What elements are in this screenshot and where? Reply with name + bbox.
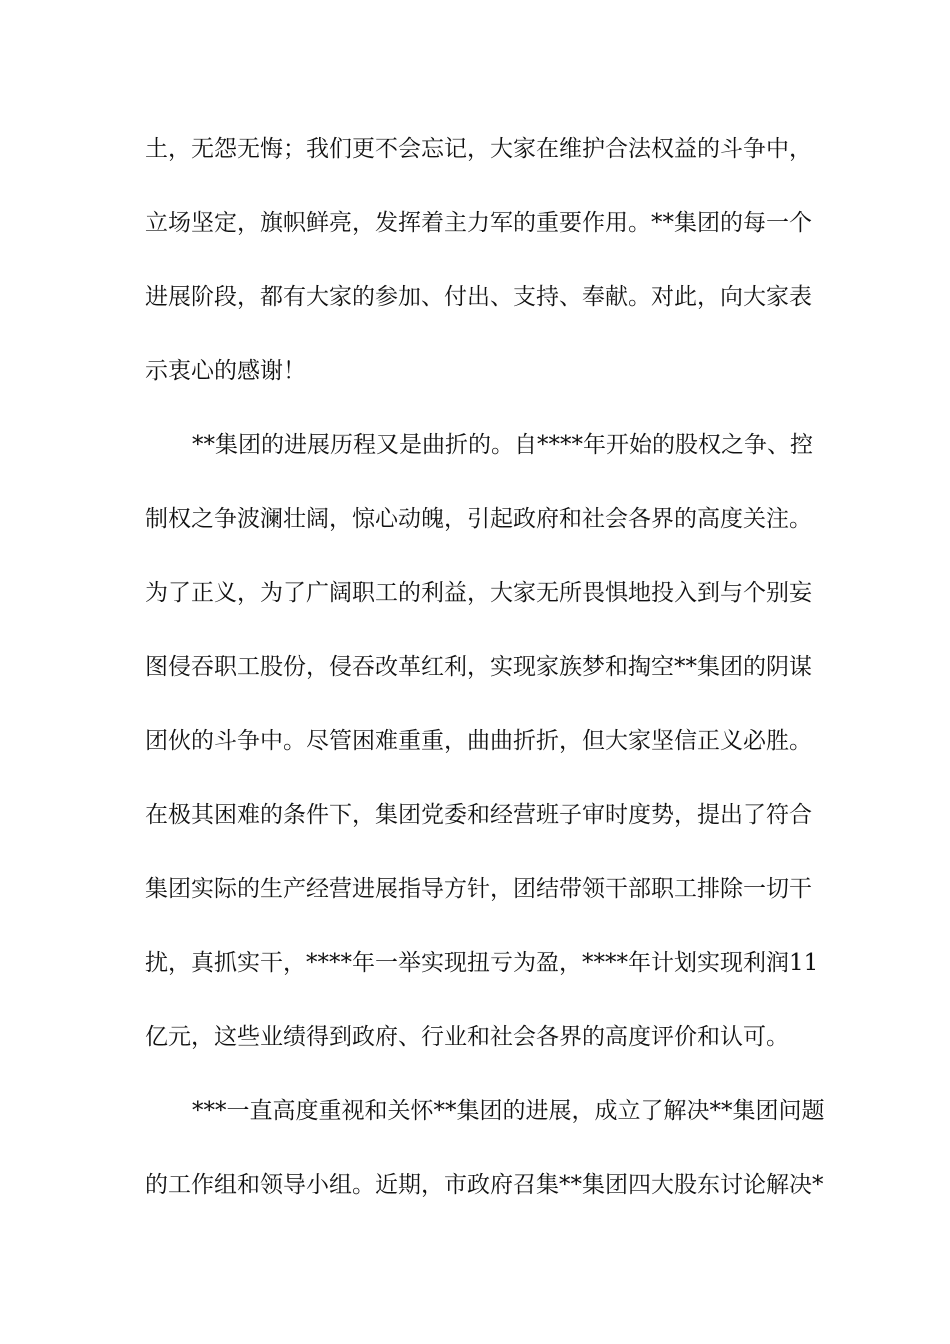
- paragraph-line: 集团实际的生产经营进展指导方针，团结带领干部职工排除一切干: [145, 876, 812, 902]
- paragraph-line: 的工作组和领导小组。近期，市政府召集**集团四大股东讨论解决*: [145, 1172, 824, 1198]
- paragraph-line: 示衷心的感谢！: [145, 358, 306, 384]
- paragraph-line: 土，无怨无悔；我们更不会忘记，大家在维护合法权益的斗争中，: [145, 136, 812, 162]
- paragraph-line: ***一直高度重视和关怀**集团的进展，成立了解决**集团问题: [192, 1098, 825, 1124]
- paragraph-line: 在极其困难的条件下，集团党委和经营班子审时度势，提出了符合: [145, 802, 812, 828]
- paragraph-line: 团伙的斗争中。尽管困难重重，曲曲折折，但大家坚信正义必胜。: [145, 728, 812, 754]
- paragraph-line: 图侵吞职工股份，侵吞改革红利，实现家族梦和掏空**集团的阴谋: [145, 654, 812, 680]
- paragraph-line: 为了正义，为了广阔职工的利益，大家无所畏惧地投入到与个别妄: [145, 580, 812, 606]
- paragraph-line: 立场坚定，旗帜鲜亮，发挥着主力军的重要作用。**集团的每一个: [145, 210, 812, 236]
- paragraph-line: 亿元，这些业绩得到政府、行业和社会各界的高度评价和认可。: [145, 1024, 789, 1050]
- paragraph-line: 扰，真抓实干，****年一举实现扭亏为盈，****年计划实现利润11: [145, 950, 819, 976]
- paragraph-line: **集团的进展历程又是曲折的。自****年开始的股权之争、控: [192, 432, 813, 458]
- paragraph-line: 进展阶段，都有大家的参加、付出、支持、奉献。对此，向大家表: [145, 284, 812, 310]
- paragraph-line: 制权之争波澜壮阔，惊心动魄，引起政府和社会各界的高度关注。: [145, 506, 812, 532]
